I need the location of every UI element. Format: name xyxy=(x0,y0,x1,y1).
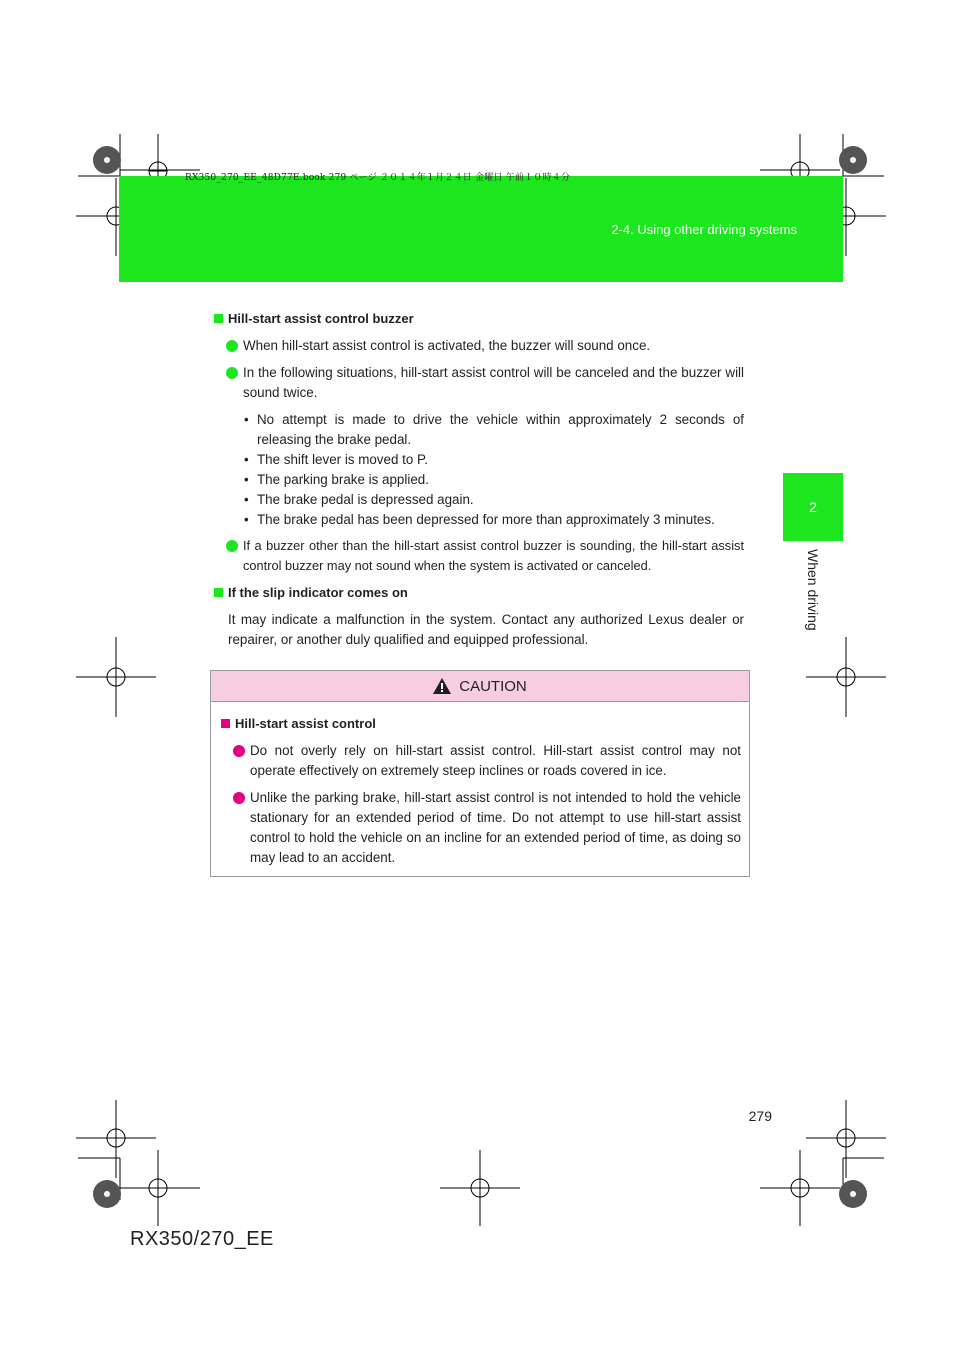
page-number: 279 xyxy=(748,1108,772,1124)
chapter-tab xyxy=(783,473,843,541)
caution-header xyxy=(211,671,749,702)
bullet-dot-icon xyxy=(233,745,245,757)
list-item: If a buzzer other than the hill-start assist control buzzer is sounding, the hill-start assist control buzzer may not sound when the system is activated or canceled. xyxy=(214,536,744,576)
bullet-dot-icon xyxy=(233,792,245,804)
bullet-dot-icon xyxy=(226,367,238,379)
cancel-conditions-list xyxy=(214,410,744,530)
main-content xyxy=(214,309,744,650)
file-stamp: RX350_270_EE_48D77E.book 279 ページ ２０１４年１月２４日 金曜日 午前１０時４分 xyxy=(185,173,571,183)
warning-triangle-icon xyxy=(433,678,451,694)
bullet-dot-icon xyxy=(226,340,238,352)
caution-heading: Hill-start assist control xyxy=(221,714,741,734)
caution-body xyxy=(211,702,749,868)
list-item: • The parking brake is applied. xyxy=(214,470,744,490)
list-item: Unlike the parking brake, hill-start assist control is not intended to hold the vehicle stationary for an extended period of time. Do not attempt to use hill-start assist control to hold the vehicle on an incline for an extended period of time, as doing so may lead to an accident. xyxy=(221,788,741,868)
list-item: In the following situations, hill-start assist control will be canceled and the buzzer will sound twice. xyxy=(214,363,744,403)
bullet-dot-icon xyxy=(226,540,238,552)
list-item: • The brake pedal has been depressed for more than approximately 3 minutes. xyxy=(214,510,744,530)
model-code: RX350/270_EE xyxy=(130,1228,274,1250)
chapter-number: 2 xyxy=(809,499,817,515)
list-item: Do not overly rely on hill-start assist control. Hill-start assist control may not operate effectively on extremely steep inclines or roads covered in ice. xyxy=(221,741,741,781)
list-item: • The shift lever is moved to P. xyxy=(214,450,744,470)
list-item: • The brake pedal is depressed again. xyxy=(214,490,744,510)
chapter-label: When driving xyxy=(805,549,821,631)
list-item: • No attempt is made to drive the vehicle within approximately 2 seconds of releasing the brake pedal. xyxy=(214,410,744,450)
section-heading-buzzer: Hill-start assist control buzzer xyxy=(214,309,744,329)
list-item: When hill-start assist control is activated, the buzzer will sound once. xyxy=(214,336,744,356)
slip-indicator-text: It may indicate a malfunction in the system. Contact any authorized Lexus dealer or repairer, or another duly qualified and equipped professional. xyxy=(228,612,744,647)
section-heading-slip-indicator: If the slip indicator comes on xyxy=(214,583,744,603)
section-title: 2-4. Using other driving systems xyxy=(611,222,797,237)
caution-title: CAUTION xyxy=(459,677,527,695)
caution-box xyxy=(210,670,750,877)
